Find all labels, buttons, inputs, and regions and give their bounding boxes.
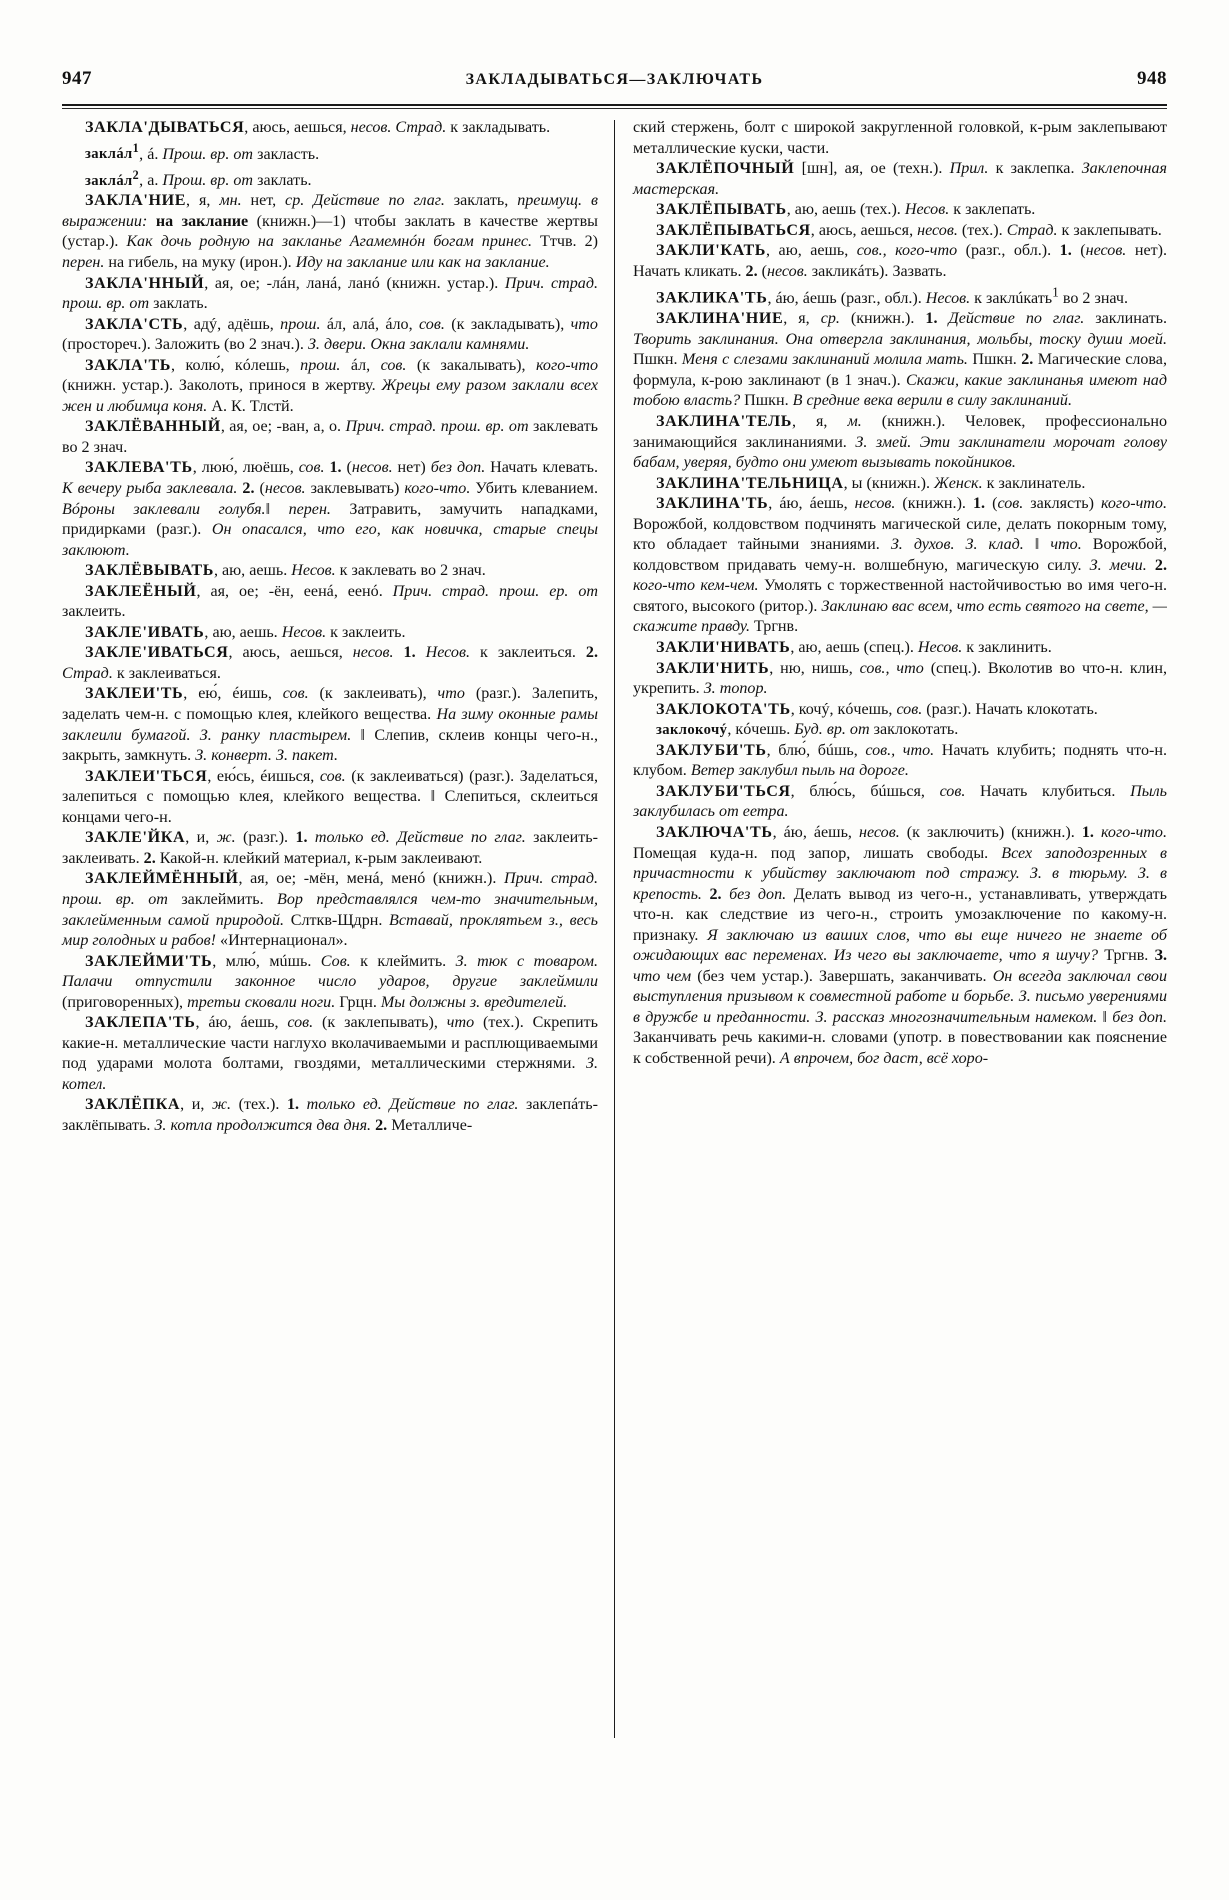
entry-headword: ЗАКЛЁПЫВАТЬ (656, 201, 787, 219)
entry-headword: ЗАКЛЁПКА (85, 1096, 181, 1114)
entry-headword: заклáл$^1$ (85, 141, 140, 163)
entry-headword: ЗАКЛЁВАННЫЙ (85, 418, 221, 436)
entry-headword: ЗАКЛЕЙМИ'ТЬ (85, 952, 213, 970)
entry-body: , ею́сь, éишься, сов. (к заклеиваться) (разг.). Заделаться, залепиться с помощью клея, клейкого вещества. ‖ Слепиться, склеиться концами чего-н. (62, 767, 599, 826)
entry-headword: ЗАКЛИНА'ТЕЛЬ (656, 413, 792, 431)
dictionary-entry (62, 561, 598, 582)
entry-headword: ЗАКЛА'ТЬ (85, 356, 172, 374)
dictionary-entry (633, 700, 1167, 721)
header-rule-thick (62, 104, 1167, 106)
dictionary-entry (633, 241, 1167, 282)
entry-headword: ЗАКЛА'ННЫЙ (85, 274, 205, 292)
entry-headword: ЗАКЛЕИ'ТЬСЯ (85, 767, 208, 785)
entry-headword: ЗАКЛИ'КАТЬ (656, 242, 767, 260)
dictionary-entry (633, 282, 1167, 309)
dictionary-entry (62, 417, 598, 458)
dictionary-entry (62, 274, 598, 315)
entry-headword: ЗАКЛЁВЫВАТЬ (85, 562, 214, 580)
column-right (615, 118, 1167, 1840)
entry-headword: заклокочý (656, 722, 728, 739)
entry-body: , млю́, мúшь. Сов. к клеймить. З. тюк с товаром. Палачи отпустили законное число ударов, другие заклеймили (приговоренных), третьи сковали ноги. Грцн. Мы должны з. вредителей. (62, 952, 598, 1011)
dictionary-entry (62, 118, 598, 139)
entry-headword: ЗАКЛУБИ'ТЬ (656, 741, 767, 759)
entry-body: , ая, ое; -мён, менá, менó (книжн.). Прич. страд. прош. вр. от заклеймить. Вор представлялся чем-то значительным, заклейменным самой природой. Слткв-Щдрн. Вставай, проклятьем з., весь мир голодных и рабов! «Интернационал». (62, 870, 599, 950)
entry-headword: ЗАКЛЮЧА'ТЬ (656, 823, 773, 841)
dictionary-entry (633, 823, 1167, 1070)
dictionary-entry (62, 952, 598, 1014)
running-head-title: ЗАКЛАДЫВАТЬСЯ—ЗАКЛЮЧАТЬ (465, 71, 764, 88)
dictionary-entry (62, 684, 598, 766)
entry-headword: ЗАКЛЕПА'ТЬ (85, 1014, 196, 1032)
column-left (62, 118, 614, 1840)
entry-body: , аю, аешь (спец.). Несов. к заклинить. (790, 639, 1052, 657)
entry-headword: ЗАКЛЕВА'ТЬ (85, 459, 193, 477)
running-header (62, 68, 1167, 94)
dictionary-entry (62, 315, 598, 356)
entry-body: , аюсь, аешься, несов. 1. Несов. к заклеиться. 2. Страд. к заклеиваться. (62, 644, 598, 682)
entry-body: , аю, аешь. Несов. к заклеить. (204, 623, 406, 641)
entry-body: ский стержень, болт с широкой закругленной головкой, к-рым заклепывают металлические куски, части. (633, 119, 1167, 157)
entry-body: , и, ж. (тех.). 1. только ед. Действие по глаг. заклепáть-заклёпывать. З. котла продолжится два дня. 2. Металличе- (62, 1096, 598, 1134)
dictionary-entry (62, 623, 598, 644)
entry-headword: ЗАКЛЕЁНЫЙ (85, 582, 197, 600)
dictionary-entry (62, 1095, 598, 1136)
entry-continuation (633, 118, 1167, 159)
entry-body: , ы (книжн.). Женск. к заклинатель. (843, 474, 1086, 492)
entry-body: , и, ж. (разг.). 1. только ед. Действие по глаг. заклеить-заклеивать. 2. Какой-н. клейкий материал, к-рым заклеивают. (62, 829, 598, 867)
dictionary-entry (62, 767, 598, 829)
dictionary-entry (62, 1013, 598, 1095)
entry-body: , аюсь, аешься, несов. (тех.). Страд. к заклепывать. (810, 221, 1162, 239)
dictionary-entry (633, 659, 1167, 700)
entry-body: , я, м. (книжн.). Человек, профессионально занимающийся заклинаниями. З. змей. Эти заклинатели морочат голову бабам, уверяя, будто они умеют вызывать покойников. (633, 413, 1168, 472)
entry-headword: ЗАКЛИ'НИТЬ (656, 659, 770, 677)
dictionary-entry (62, 643, 598, 684)
entry-headword: ЗАКЛЕЙМЁННЫЙ (85, 870, 239, 888)
entry-body: , ню, нишь, сов., что (спец.). Вколотив во что-н. клин, укрепить. З. топор. (633, 659, 1167, 698)
entry-body: , а. Прош. вр. от заклать. (139, 171, 312, 189)
entry-body: , áю, áешь (разг., обл.). Несов. к заклúкать$^1$ во 2 знач. (767, 284, 1129, 307)
header-rule (62, 104, 1167, 110)
dictionary-entry (633, 720, 1167, 741)
entry-body: , блю́сь, бúшься, сов. Начать клубиться. Пыль заклубилась от еетра. (633, 782, 1167, 821)
entry-headword: ЗАКЛЁПЫВАТЬСЯ (656, 221, 811, 239)
dictionary-entry (62, 582, 598, 623)
entry-headword: ЗАКЛЁПОЧНЫЙ (656, 160, 795, 178)
entry-body: , аюсь, аешься, несов. Страд. к закладывать. (244, 119, 551, 136)
dictionary-entry (633, 494, 1167, 638)
dictionary-entry (633, 741, 1167, 782)
entry-headword: ЗАКЛИНА'ТЬ (656, 495, 769, 513)
entry-body: , áю, áешь, несов. (книжн.). 1. (сов. заклясть) кого-что. Ворожбой, колдовством подчинять магической силе, делать покорным тому, кто обладает тайными знаниями. З. духов. З. клад. ‖ что. Ворожбой, колдовством придавать чему-н. волшебную, магическую силу. З. мечи. 2. кого-что кем-чем. Умолять с торжественной настойчивостью во имя чего-н. святого, высокого (ритор.). Заклинаю вас всем, что есть святого на свете, — скажите правду. Тргнв. (633, 495, 1168, 636)
entry-headword: ЗАКЛИ'НИВАТЬ (656, 639, 791, 657)
entry-body: , ая, ое; -ван, а, о. Прич. страд. прош. вр. от заклевать во 2 знач. (62, 418, 598, 456)
entry-body: , люю́, люёшь, сов. 1. (несов. нет) без доп. Начать клевать. К вечеру рыба заклевала. 2. (несов. заклевывать) кого-что. Убить клеванием. Вóроны заклевали голубя.‖ перен. Затравить, замучить нападками, придирками (разг.). Он опасался, что его, как новичка, старые спецы заклюют. (62, 459, 599, 559)
dictionary-entry (62, 356, 598, 418)
entry-body: , áю, áешь, несов. (к заключить) (книжн.). 1. кого-что. Помещая куда-н. под запор, лишать свободы. Всех заподозренных в причастности к убийству заключают под стражу. З. в тюрьму. З. в крепость. 2. без доп. Делать вывод из чего-н., устанавливать, утверждать что-н. как следствие из чего-н., строить умозаключение по какому-н. признаку. Я заключаю из ваших слов, что вы еще ничего не знаете об ожидающих вас переменах. Из чего вы заключаете, что я шучу? Тргнв. З. что чем (без чем устар.). Завершать, заканчивать. Он всегда заключал свои выступления призывом к совместной работе и борьбе. З. письмо уверениями в дружбе и преданности. З. рассказ многозначительным намеком. ‖ без доп. Заканчивать речь какими-н. словами (употр. в повествовании как пояснение к собственной речи). А впрочем, бог даст, всё хоро- (633, 823, 1168, 1067)
dictionary-entry (62, 139, 598, 165)
entry-body: , аю, аешь (тех.). Несов. к заклепать. (786, 201, 1036, 219)
entry-headword: ЗАКЛА'СТЬ (85, 315, 184, 333)
dictionary-entry (62, 191, 598, 273)
entry-headword: ЗАКЛА'НИЕ (85, 192, 187, 210)
dictionary-entry (62, 828, 598, 869)
dictionary-entry (62, 458, 598, 561)
entry-headword: ЗАКЛЕ'ЙКА (85, 829, 186, 847)
dictionary-entry (633, 782, 1167, 823)
dictionary-entry (633, 474, 1167, 495)
folio-right: 948 (1137, 68, 1167, 89)
entry-headword: заклáл$^2$ (85, 167, 140, 189)
entry-headword: ЗАКЛА'ДЫВАТЬСЯ (85, 119, 245, 136)
entry-headword: ЗАКЛИКА'ТЬ (656, 289, 768, 307)
entry-body: , адý, адёшь, прош. áл, алá, áло, сов. (к закладывать), что (простореч.). Заложить (во 2 знач.). З. двери. Окна заклали камнями. (62, 315, 598, 354)
entry-body: , á. Прош. вр. от закласть. (139, 145, 320, 163)
entry-body: [шн], ая, ое (техн.). Прил. к заклепка. Заклепочная мастерская. (633, 160, 1167, 198)
entry-body: , я, мн. нет, ср. Действие по глаг. заклать, преимущ. в выражении: на заклание (книжн.)—1) чтобы заклать в качестве жертвы (устар.). Как дочь родную на закланье Агамемнóн богам принес. Ттчв. 2) перен. на гибель, на муку (ирон.). Иду на заклание или как на заклание. (62, 192, 598, 271)
entry-body: , ею́, éишь, сов. (к заклеивать), что (разг.). Залепить, заделать чем-н. с помощью клея, клейкого вещества. На зиму оконные рамы заклеили бумагой. З. ранку пластырем. ‖ Слепив, склеив концы чего-н., закрыть, замкнуть. З. конверт. З. пакет. (62, 685, 599, 765)
dictionary-entry (62, 869, 598, 951)
header-rule-thin (62, 108, 1167, 109)
dictionary-entry (633, 159, 1167, 200)
dictionary-entry (633, 221, 1167, 242)
dictionary-entry (633, 638, 1167, 659)
dictionary-entry (633, 412, 1167, 474)
dictionary-entry (62, 165, 598, 191)
entry-headword: ЗАКЛУБИ'ТЬСЯ (656, 782, 791, 800)
entry-headword: ЗАКЛИНА'ТЕЛЬНИЦА (656, 474, 844, 492)
entry-body: , аю, аешь, сов., кого-что (разг., обл.). 1. (несов. нет). Начать кликать. 2. (несов. закликáть). Зазвать. (633, 242, 1168, 280)
entry-body: , кочý, кóчешь, сов. (разг.). Начать клокотать. (790, 700, 1098, 718)
entry-body: , áю, áешь, сов. (к заклепывать), что (тех.). Скрепить какие-н. металлические части наглухо вколачиваемыми и расплющиваемыми под ударами молота болтами, гвоздями, металлическими стержнями. З. котел. (62, 1014, 599, 1093)
entry-body: , кóчешь. Буд. вр. от заклокотать. (727, 721, 959, 739)
dictionary-entry (633, 309, 1167, 412)
text-body (62, 118, 1167, 1840)
entry-body: , ая, ое; -ён, еенá, еенó. Прич. страд. прош. ер. от заклеить. (62, 582, 599, 621)
entry-headword: ЗАКЛЕ'ИВАТЬСЯ (85, 644, 229, 662)
entry-body: , аю, аешь. Несов. к заклевать во 2 знач. (213, 562, 486, 580)
entry-headword: ЗАКЛИНА'НИЕ (656, 310, 784, 328)
entry-body: , блю́, бúшь, сов., что. Начать клубить; поднять что-н. клубом. Ветер заклубил пыль на дороге. (633, 741, 1168, 780)
folio-left: 947 (62, 68, 92, 89)
dictionary-entry (633, 200, 1167, 221)
entry-body: , ая, ое; -лáн, ланá, ланó (книжн. устар.). Прич. страд. прош. вр. от заклать. (62, 274, 598, 313)
entry-headword: ЗАКЛОКОТА'ТЬ (656, 700, 791, 718)
entry-body: , колю́, кóлешь, прош. áл, сов. (к закалывать), кого-что (книжн. устар.). Заколоть, принося в жертву. Жрецы ему разом заклали всех жен и любимца коня. А. К. Тлстй. (62, 356, 598, 415)
entry-headword: ЗАКЛЕИ'ТЬ (85, 685, 184, 703)
entry-body: , я, ср. (книжн.). 1. Действие по глаг. заклинать. Творить заклинания. Она отвергла заклинания, мольбы, тоску души моей. Пшкн. Меня с слезами заклинаний молила мать. Пшкн. 2. Магические слова, формула, к-рою заклинают (в 1 знач.). Скажи, какие заклинанья имеют над тобою власть? Пшкн. В средние века верили в силу заклинаний. (633, 310, 1167, 410)
entry-headword: ЗАКЛЕ'ИВАТЬ (85, 623, 205, 641)
